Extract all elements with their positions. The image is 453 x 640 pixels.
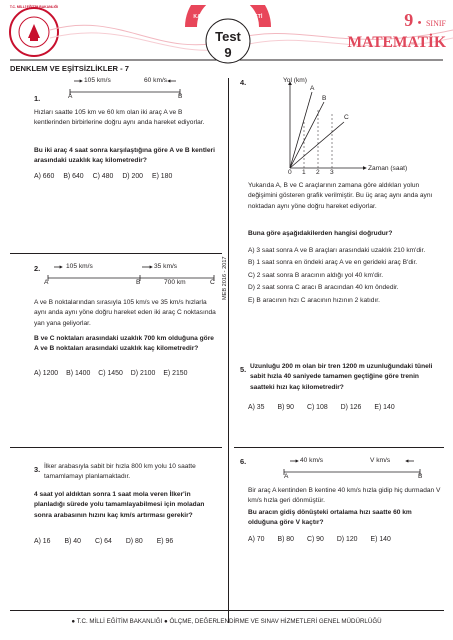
q6-right-speed: V km/s: [370, 457, 391, 464]
q2-distance: 700 km: [164, 279, 186, 286]
q1-choice-a[interactable]: A) 660: [34, 173, 55, 180]
subject-title: MATEMATİK: [347, 34, 446, 51]
q5-choices: [248, 404, 395, 411]
q1-choices: [34, 173, 172, 180]
logo-text: T.C. MİLLİ EĞİTİM BAKANLIĞI: [9, 5, 59, 9]
badge-arc-text: KAZANIM KAVRAMA TESTİ: [193, 14, 263, 20]
q5-choice-c[interactable]: C) 108: [306, 404, 328, 411]
q1-number: 1.: [34, 94, 41, 103]
q3-choice-a[interactable]: A) 16: [34, 538, 51, 545]
q4-options: [248, 246, 442, 306]
q1-right-speed: 60 km/s: [144, 77, 168, 84]
q2-right-speed: 35 km/s: [154, 263, 178, 270]
q3-choice-b[interactable]: B) 40: [64, 538, 81, 545]
q4-option-d[interactable]: D) 2 saat sonra C aracı B aracından 40 km öndedir.: [248, 284, 399, 292]
q4-option-a[interactable]: A) 3 saat sonra A ve B araçları arasındaki uzaklık 210 km'dir.: [248, 247, 426, 254]
q5-prompt: Uzunluğu 200 m olan bir tren 1200 m uzunluğundaki tüneli sabit hızla 40 saniyede tamamen geçtiğine göre trenin saatteki hızı kaç kilometredir?: [250, 363, 433, 391]
grade-label: [366, 10, 446, 31]
q2-prompt: B ve C noktaları arasındaki uzaklık 700 km olduğuna göre A ve B noktaları arasındaki uzaklık kaç kilometredir?: [34, 335, 214, 353]
q2-choice-c[interactable]: C) 1450: [98, 370, 123, 377]
q1-choice-d[interactable]: D) 200: [122, 173, 143, 180]
q6-point-a: A: [284, 473, 289, 480]
q1-choice-e[interactable]: E) 180: [152, 173, 173, 180]
q6-number: 6.: [240, 457, 247, 466]
q2-point-a: A: [44, 279, 49, 286]
q4-x-label: Zaman (saat): [368, 165, 408, 172]
side-label: MEB 2016 - 2017: [222, 256, 228, 300]
q5-number: 5.: [240, 365, 247, 374]
q3-text: İlker arabasıyla sabit bir hızla 800 km yolu 10 saatte tamamlamayı planlamaktadır.: [44, 463, 196, 481]
q2-number: 2.: [34, 264, 41, 273]
q5-choice-e[interactable]: E) 140: [374, 404, 395, 411]
q2-point-b: B: [136, 279, 141, 286]
grade-text: SINIF: [425, 19, 446, 28]
q6-choice-b[interactable]: B) 80: [277, 536, 294, 543]
q4-option-c[interactable]: C) 2 saat sonra B aracının aldığı yol 40 km'dir.: [248, 271, 384, 279]
grade-number: 9: [404, 10, 414, 30]
q4-graph: [270, 76, 430, 178]
page-footer: ● T.C. MİLLİ EĞİTİM BAKANLIĞI ● ÖLÇME, DEĞERLENDİRME VE SINAV HİZMETLERİ GENEL MÜDÜRLÜĞÜ: [71, 618, 382, 625]
q6-text: Bir araç A kentinden B kentine 40 km/s hızla gidip hiç durmadan V km/s hızla geri dönmüştür.: [248, 487, 441, 505]
badge-test-number: 9: [224, 45, 232, 60]
q4-option-e[interactable]: E) B aracının hızı C aracının hızının 2 katıdır.: [248, 296, 380, 304]
separator-right-1: [234, 447, 444, 448]
q2-choice-b[interactable]: B) 1400: [66, 370, 91, 377]
q1-point-a: A: [68, 93, 73, 100]
q4-origin: 0: [288, 169, 292, 176]
test-badge: [185, 5, 271, 65]
grade-bullet: •: [417, 17, 422, 29]
q4-series-a: A: [310, 85, 315, 92]
q1-choice-b[interactable]: B) 640: [63, 173, 84, 180]
q1-choice-c[interactable]: C) 480: [92, 173, 114, 180]
q2-choice-e[interactable]: E) 2150: [163, 370, 188, 377]
footer-separator: [10, 610, 444, 611]
q5-choice-d[interactable]: D) 126: [340, 404, 362, 411]
q3-choice-e[interactable]: E) 96: [156, 538, 174, 545]
q4-series-c: C: [344, 114, 349, 121]
q1-point-b: B: [178, 93, 183, 100]
q4-text: Yukarıda A, B ve C araçlarının zamana göre aldıkları yolun değişimini gösteren grafik verilmiştir. Bu üç araç aynı anda aynı noktadan aynı yöne doğru hareket ediyorlar.: [248, 182, 433, 210]
q6-choices: [248, 536, 391, 543]
q4-option-b[interactable]: B) 1 saat sonra en öndeki araç A ve en gerideki araç B'dir.: [248, 259, 418, 267]
q1-left-speed: 105 km/s: [84, 77, 111, 84]
q4-number: 4.: [240, 78, 247, 87]
q3-choice-d[interactable]: D) 80: [125, 538, 143, 545]
q1-prompt: Bu iki araç 4 saat sonra karşılaştığına göre A ve B kentleri arasındaki uzaklık kaç kilometredir?: [34, 147, 215, 165]
q6-point-b: B: [418, 473, 423, 480]
q4-tick-2: 2: [316, 169, 320, 176]
column-divider: [228, 78, 229, 623]
badge-test-label: Test: [215, 29, 241, 44]
q4-series-b: B: [322, 95, 327, 102]
q6-choice-c[interactable]: C) 90: [306, 536, 324, 543]
q6-prompt: Bu aracın gidiş dönüşteki ortalama hızı saatte 60 km olduğuna göre V kaçtır?: [248, 509, 412, 527]
q2-choice-a[interactable]: A) 1200: [34, 370, 59, 377]
q4-tick-3: 3: [330, 169, 334, 176]
topic-title: DENKLEM VE EŞİTSİZLİKLER - 7: [10, 64, 129, 73]
q4-prompt: Buna göre aşağıdakilerden hangisi doğrudur?: [248, 230, 393, 237]
separator-left-1: [10, 253, 222, 254]
q1-text: Hızları saatte 105 km ve 60 km olan iki araç A ve B kentlerinden birbirlerine doğru aynı anda hareket ediyorlar.: [34, 109, 205, 127]
q5-choice-b[interactable]: B) 90: [277, 404, 294, 411]
q6-choice-d[interactable]: D) 120: [336, 536, 358, 543]
q2-left-speed: 105 km/s: [66, 263, 93, 270]
q2-text: A ve B noktalarından sırasıyla 105 km/s ve 35 km/s hızlarla aynı anda aynı yöne doğru hareket eden iki araç C noktasında yan yana geliyorlar.: [34, 299, 216, 327]
separator-left-2: [10, 447, 222, 448]
q3-choices: [34, 538, 173, 545]
q2-point-c: C: [210, 279, 215, 286]
q6-left-speed: 40 km/s: [300, 457, 324, 464]
q5-choice-a[interactable]: A) 35: [248, 404, 265, 411]
q3-choice-c[interactable]: C) 64: [94, 538, 112, 545]
q2-choices: [34, 370, 187, 377]
q4-y-label: Yol (km): [283, 77, 307, 84]
q6-choice-a[interactable]: A) 70: [248, 536, 265, 543]
q4-tick-1: 1: [302, 169, 306, 176]
q2-choice-d[interactable]: D) 2100: [130, 370, 156, 377]
q6-choice-e[interactable]: E) 140: [370, 536, 391, 543]
q3-prompt: 4 saat yol aldıktan sonra 1 saat mola veren İlker'in planladığı sürede yolu tamamlayabilmesi için moladan sonra arabasının hızını kaç km/s artırması gerekir?: [34, 491, 205, 519]
q3-number: 3.: [34, 465, 41, 474]
